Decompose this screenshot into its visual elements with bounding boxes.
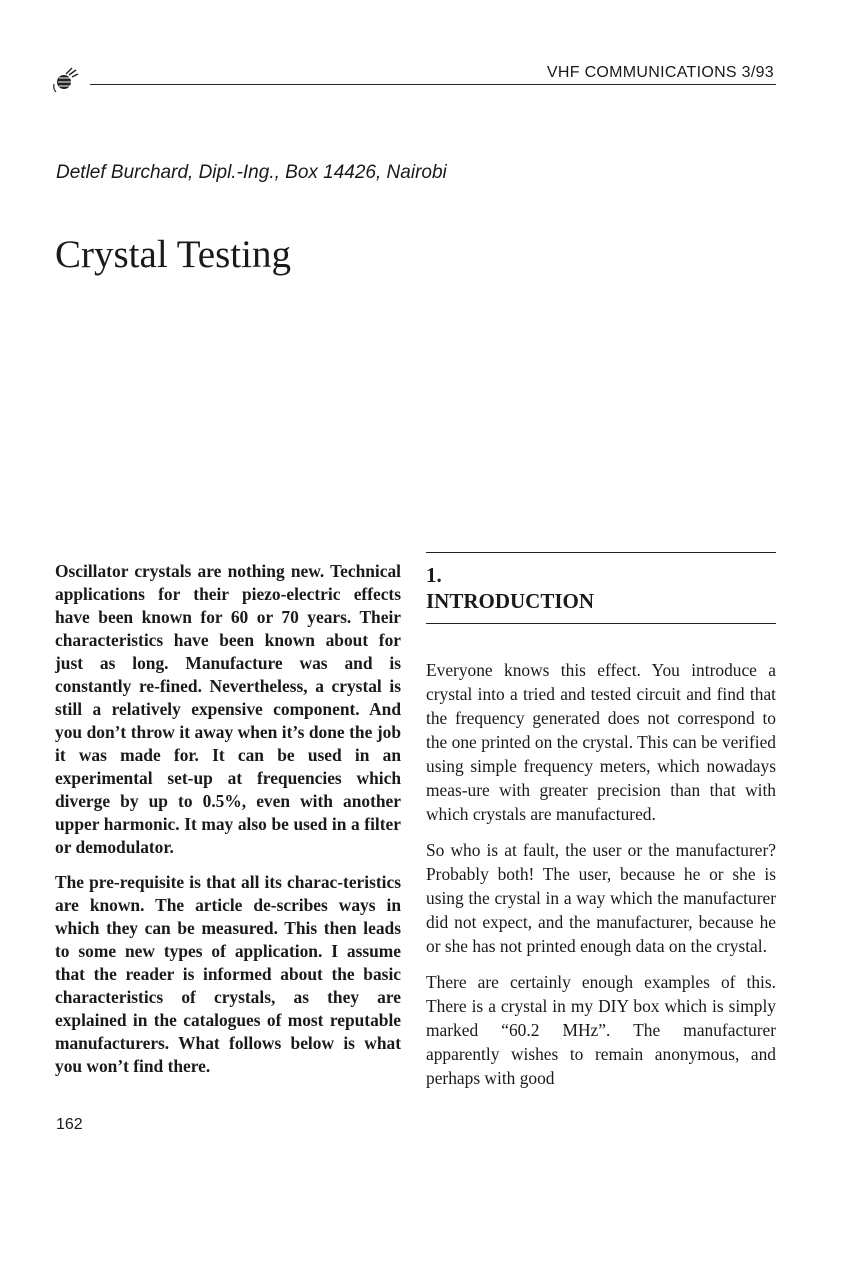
section-heading [426,553,776,623]
journal-title: VHF COMMUNICATIONS 3/93 [546,64,774,81]
section-introduction [426,552,776,1102]
article-title: Crystal Testing [55,233,291,276]
body-paragraph: So who is at fault, the user or the manufacturer? Probably both! The user, because he or she is using the crystal in a way which the manufacturer did not expect, and the manufacturer, because he or she has not printed enough data on the crystal. [426,840,776,956]
section-body [426,658,776,1090]
section-title: INTRODUCTION [426,589,595,613]
globe-antenna-logo-icon [50,66,84,94]
page-number: 162 [56,1116,83,1133]
section-rule-bottom [426,623,776,624]
abstract-paragraph: The pre-requisite is that all its charac-teristics are known. The article de-scribes ways in which they can be measured. This then leads to some new types of application. I assume that the reader is informed about the basic characteristics of crystals, as they are explained in the catalogues of most reputable manufacturers. What follows below is what you won’t find there. [55,872,401,1076]
page-header [28,56,776,92]
body-paragraph: Everyone knows this effect. You introduce a crystal into a tried and tested circuit and find that the frequency generated does not correspond to the one printed on the crystal. This can be verified using simple frequency meters, which nowadays meas-ure with greater precision than that with which crystals are manufactured. [426,660,776,824]
header-rule [90,84,776,85]
author-byline: Detlef Burchard, Dipl.-Ing., Box 14426, Nairobi [56,162,447,183]
abstract [55,560,401,1090]
abstract-paragraph: Oscillator crystals are nothing new. Technical applications for their piezo-electric effects have been known for 60 or 70 years. Their characteristics have been known about for just as long. Manufacture was and is constantly re-fined. Nevertheless, a crystal is still a relatively expensive component. And you don’t throw it away when it’s done the job it was made for. It can be used in an experimental set-up at frequencies which diverge by up to 0.5%, even with another upper harmonic. It may also be used in a filter or demodulator. [55,561,401,857]
body-paragraph: There are certainly enough examples of this. There is a crystal in my DIY box which is simply marked “60.2 MHz”. The manufacturer apparently wishes to remain anonymous, and perhaps with good [426,972,776,1088]
section-number: 1. [426,563,442,587]
